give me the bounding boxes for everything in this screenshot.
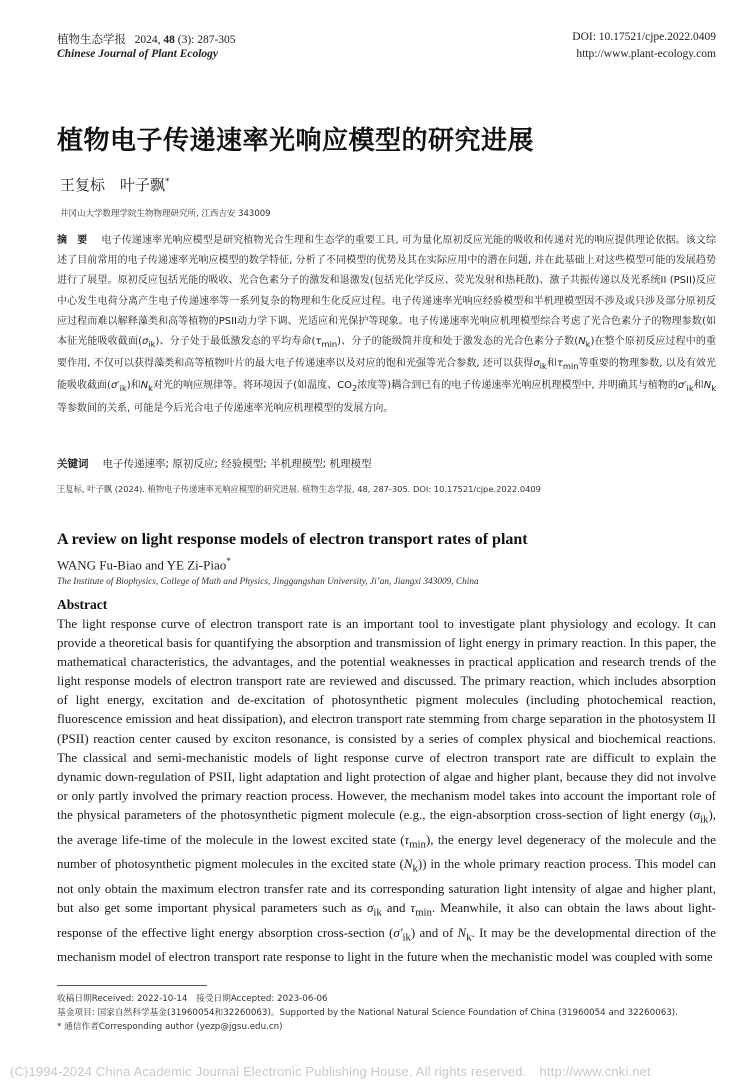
abstract-en-text: . It may be the developmental direction of the mechanism model of electron transport rate response to light in the future when the mechanistic model was coupled with some (57, 924, 717, 965)
abstract-cn-text: 和 (546, 358, 557, 370)
abstract-en-text: )) in the whole primary reaction process. This model can not only obtain the maximum electron transfer rate and its corresponding saturation light intensity of algae and higher plant, but also get some important physical parameters such as (57, 856, 716, 916)
abstract-cn-text: )、分子的能级简并度和处于激发态的光合色素分子数( (337, 336, 579, 348)
abstract-en (57, 614, 716, 966)
journal-header (57, 31, 236, 47)
symbol-sigma-prime: σ′ (677, 380, 687, 392)
subscript-min: min (415, 906, 432, 919)
subscript-ik: ik (539, 361, 547, 372)
abstract-cn-text: 对光的响应规律等。将环境因子(如温度、CO (152, 380, 352, 392)
abstract-cn-text: 等参数间的关系, 可能是今后光合电子传递速率光响应机理模型的发展方向。 (57, 402, 394, 414)
subscript-k: k (412, 862, 418, 875)
abstract-label-cn: 摘 要 (57, 235, 88, 246)
symbol-tau: τ (556, 358, 563, 370)
subscript-ik: ik (373, 906, 382, 919)
abstract-en-text: . Meanwhile, it also can obtain the laws about light-response of the effective light energy absorption cross-section ( (57, 900, 716, 940)
subscript-ik: ik (148, 339, 156, 350)
symbol-sigma-prime: σ′ (393, 924, 403, 940)
abstract-cn-text: )和 (126, 380, 141, 392)
symbol-sigma-prime: σ′ (110, 380, 120, 392)
abstract-en-text: ), the average life-time of the molecule in the lowest excited state ( (57, 806, 716, 847)
abstract-heading-en: Abstract (57, 597, 108, 612)
subscript-k: k (711, 383, 717, 394)
keywords-cn-text: 电子传递速率; 原初反应; 经验模型; 半机理模型; 机理模型 (102, 458, 372, 470)
subscript-min: min (321, 339, 338, 350)
abstract-cn-text: 浓度等)耦合到已有的电子传递速率光响应机理模型中, 并明确其与植物的 (357, 380, 678, 392)
subscript-ik: ik (119, 383, 127, 394)
subscript-k: k (585, 339, 591, 350)
corresponding-mark: * (226, 556, 231, 566)
symbol-sigma: σ (693, 806, 701, 822)
symbol-n: N (140, 380, 149, 392)
abstract-cn-text: )、分子处于最低激发态的平均寿命( (155, 336, 316, 348)
footnote-divider (57, 985, 207, 986)
abstract-cn-text: 等重要的物理参数, 以及有效光能吸收截面( (57, 358, 717, 392)
abstract-cn (57, 231, 716, 419)
volume: 48 (163, 34, 175, 46)
author-names-en: WANG Fu-Biao and YE Zi-Piao (57, 557, 227, 573)
symbol-tau: τ (315, 336, 322, 348)
subscript-ik: ik (686, 383, 694, 394)
symbol-sigma: σ (533, 358, 540, 370)
subscript-ik: ik (700, 813, 709, 826)
doi[interactable]: DOI: 10.17521/cjpe.2022.0409 (572, 31, 716, 43)
subscript-ik: ik (402, 931, 411, 944)
abstract-cn-text: )在整个原初反应过程中的重要作用, 不仅可以获得藻类和高等植物叶片的最大电子传递速率以及对应的饱和光强等光合参数, 还可以获得 (57, 336, 717, 370)
corresponding-text: 通信作者Corresponding author (yezp@jgsu.edu.cn) (64, 1022, 283, 1032)
affiliation-en: The Institute of Biophysics, College of Math and Physics, Jinggangshan University, Ji’an, Jiangxi 343009, China (57, 577, 479, 587)
subscript-2: 2 (351, 383, 358, 394)
keywords-label-cn: 关键词 (57, 458, 89, 470)
subscript-min: min (409, 838, 426, 851)
corresponding-mark: * (57, 1022, 62, 1032)
copyright-notice: (C)1994-2024 China Academic Journal Electronic Publishing House. All rights reserved. http://www.cnki.net (10, 1064, 651, 1079)
symbol-sigma: σ (367, 900, 374, 916)
abstract-cn-text: 电子传递速率光响应模型是研究植物光合生理和生态学的重要工具, 可为量化原初反应光能的吸收和传递对光的响应提供理论依据。该文综述了目前常用的电子传递速率光响应模型的数学特征, 分析了不同模型的优势及其在实际应用中的潜在问题, 并在此基础上对这些模型可能的发展趋势进行了展望。原初反应包括光能的吸收、光合色素分子的激发和退激发(包括光化学反应、荧光发射和热耗散)、激子共振传递以及光系统II (PSII)反应中心发生电荷分离产生电子传递速率等一系列复杂的物理和生化反应过程。电子传递速率光响应经验模型和半机理模型因不涉及或只涉及部分原初反应过程而难以解释藻类和高等植物的PSII动力学下调、光适应和光保护等现象。电子传递速率光响应机理模型综合考虑了光合色素分子的物理参数(如本征光能吸收截面( (57, 235, 717, 348)
symbol-n: N (457, 924, 467, 940)
abstract-en-text: The light response curve of electron transport rate is an important tool to investigate plant physiology and ecology. It can provide a theoretical basis for quantifying the absorption and transmission of light energy in primary reaction. In this paper, the mathematical characteristics, the advantages, and the potential weaknesses in practical application and research trends of the light response models of electron transport rate are reviewed and discussed. The primary reaction, which includes absorption of light energy, excitation and de-excitation of photosynthetic pigment molecules (including photochemical reaction, fluorescence emission and heat dissipation), and electron transport rate stemming from charge separation in the photosystem II (PSII) reaction center caused by exciton resonance, is consisted by a series of complex physical and biochemical reactions. The classical and semi-mechanistic models of light response curve of electron transport rate are difficult to explain the dynamic down-regulation of PSII, light adaptation and light protection of algae and higher plant, because they did not involve or only partly involved the primary reaction process. However, the mechanism model takes into account the important role of the physical parameters of the photosynthetic pigment molecule (e.g., the eign-absorption cross-section of light energy ( (57, 616, 716, 822)
authors-en (57, 556, 231, 573)
author-names-cn: 王复标 叶子飘 (60, 176, 166, 194)
funding-note: 基金项目: 国家自然科学基金(31960054和32260063)。Supported by the National Natural Science Foundation of China (31960054 and 32260063). (57, 1008, 678, 1018)
keywords-cn (57, 456, 716, 471)
abstract-en-text: and (381, 900, 411, 916)
symbol-n: N (703, 380, 712, 392)
abstract-cn-text: 和 (693, 380, 704, 392)
year-volume: 2024, (134, 34, 161, 46)
symbol-n: N (578, 336, 586, 348)
symbol-sigma: σ (141, 336, 149, 348)
abstract-en-text: ), the energy level degeneracy of the molecule and the number of photosynthetic pigment molecules in the excited state ( (57, 831, 716, 872)
page-title-en: A review on light response models of electron transport rates of plant (57, 531, 528, 548)
journal-url[interactable]: http://www.plant-ecology.com (576, 48, 716, 60)
citation-cn: 王复标, 叶子飘 (2024). 植物电子传递速率光响应模型的研究进展. 植物生态学报, 48, 287-305. DOI: 10.17521/cjpe.2022.0409 (57, 484, 541, 494)
corresponding-author (57, 1020, 283, 1032)
abstract-en-text: ) and of (410, 924, 458, 940)
journal-name-cn: 植物生态学报 (57, 34, 126, 46)
authors-cn (60, 174, 170, 195)
issue-pages: (3): 287-305 (177, 34, 236, 46)
subscript-k: k (148, 383, 153, 394)
corresponding-mark: * (165, 177, 170, 187)
received-dates: 收稿日期Received: 2022-10-14 接受日期Accepted: 2023-06-06 (57, 994, 328, 1004)
journal-name-en: Chinese Journal of Plant Ecology (57, 48, 219, 60)
subscript-k: k (466, 931, 472, 944)
affiliation-cn: 井冈山大学数理学院生物物理研究所, 江西吉安 343009 (60, 209, 271, 219)
symbol-tau: τ (404, 831, 410, 847)
page-title-cn: 植物电子传递速率光响应模型的研究进展 (57, 126, 535, 156)
symbol-tau: τ (410, 900, 416, 916)
symbol-n: N (403, 856, 413, 872)
subscript-min: min (562, 361, 579, 372)
